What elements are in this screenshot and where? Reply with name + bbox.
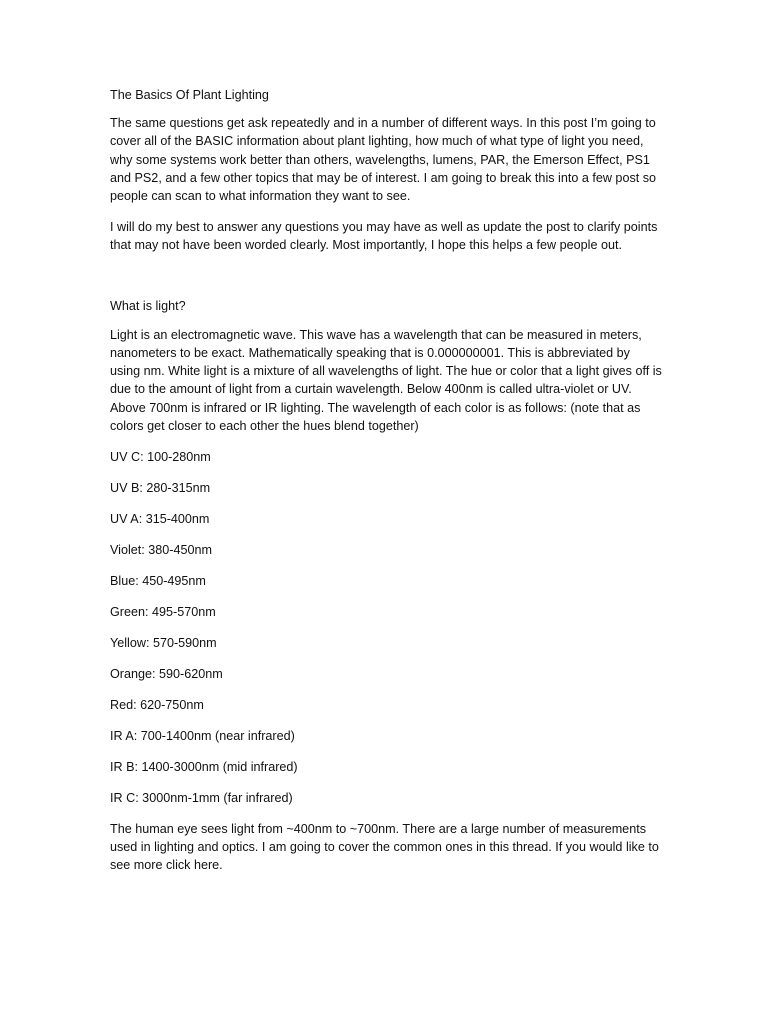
list-item: UV C: 100-280nm: [110, 450, 211, 465]
list-item: Green: 495-570nm: [110, 605, 216, 620]
wavelength-list: [110, 448, 662, 820]
section-heading: What is light?: [110, 298, 186, 313]
list-item: Red: 620-750nm: [110, 698, 204, 713]
list-item: IR A: 700-1400nm (near infrared): [110, 729, 295, 744]
second-paragraph: I will do my best to answer any questions you may have as well as update the post to clarify points that may not have been worded clearly. Most importantly, I hope this helps a few people out.: [110, 220, 658, 253]
list-item: Orange: 590-620nm: [110, 667, 223, 682]
document-title: The Basics Of Plant Lighting: [110, 88, 269, 102]
intro-paragraph: The same questions get ask repeatedly and in a number of different ways. In this post I’m going to cover all of the BASIC information about plant lighting, how much of what type of light you need, why some systems work better than others, wavelengths, lumens, PAR, the Emerson Effect, PS1 and PS2, and a few other topics that may be of interest. I am going to break this into a few post so people can scan to what information they want to see.: [110, 116, 657, 204]
list-item: Violet: 380-450nm: [110, 543, 212, 558]
list-item: Blue: 450-495nm: [110, 574, 206, 589]
closing-paragraph: The human eye sees light from ~400nm to ~700nm. There are a large number of measurements used in lighting and optics. I am going to cover the common ones in this thread. If you would like to see more click here.: [110, 822, 659, 873]
list-item: UV B: 280-315nm: [110, 481, 211, 496]
light-paragraph: Light is an electromagnetic wave. This wave has a wavelength that can be measured in meters, nanometers to be exact. Mathematically speaking that is 0.000000001. This is abbreviated by using nm. White light is a mixture of all wavelengths of light. The hue or color that a light gives off is due to the amount of light from a curtain wavelength. Below 400nm is called ultra-violet or UV. Above 700nm is infrared or IR lighting. The wavelength of each color is as follows: (note that as colors get closer to each other the hues blend together): [110, 327, 662, 433]
list-item: Yellow: 570-590nm: [110, 636, 217, 651]
list-item: IR C: 3000nm-1mm (far infrared): [110, 791, 293, 806]
list-item: IR B: 1400-3000nm (mid infrared): [110, 760, 298, 775]
list-item: UV A: 315-400nm: [110, 512, 210, 527]
document-page: [110, 86, 662, 875]
